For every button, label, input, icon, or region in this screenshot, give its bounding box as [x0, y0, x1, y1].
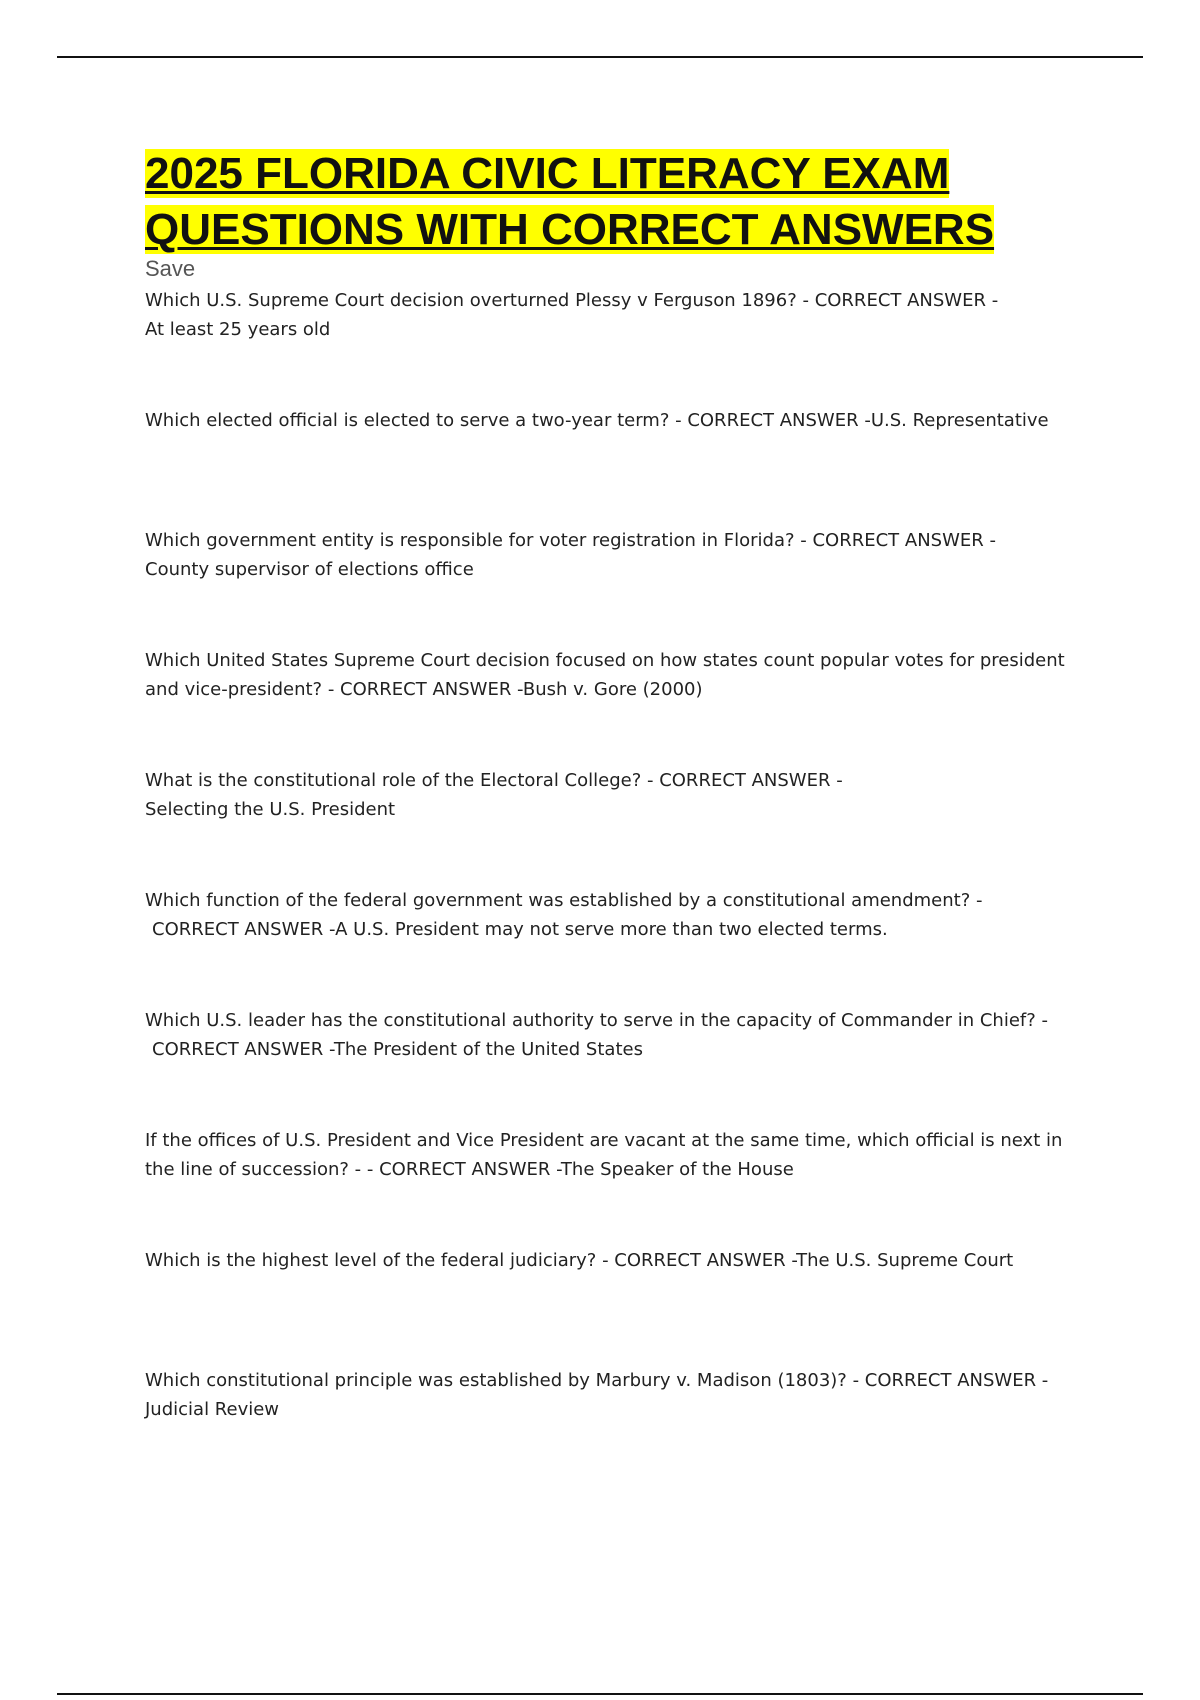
qa-answer: County supervisor of elections office — [145, 559, 474, 580]
qa-answer: Judicial Review — [145, 1399, 280, 1420]
title-line-2: QUESTIONS WITH CORRECT ANSWERS — [145, 205, 995, 254]
qa-list — [145, 286, 1105, 1424]
footer-rule — [57, 1693, 1143, 1695]
title-line-1: 2025 FLORIDA CIVIC LITERACY EXAM — [145, 149, 950, 198]
qa-answer: and vice-president? - CORRECT ANSWER -Bush v. Gore (2000) — [145, 679, 703, 700]
qa-question: Which U.S. Supreme Court decision overturned Plessy v Ferguson 1896? - CORRECT ANSWER - — [145, 290, 999, 311]
header-rule — [57, 56, 1143, 58]
qa-item — [145, 526, 1085, 584]
qa-item — [145, 406, 1085, 435]
qa-item — [145, 286, 1085, 344]
qa-question: Which constitutional principle was established by Marbury v. Madison (1803)? - CORRECT ANSWER - — [145, 1370, 1049, 1391]
qa-question: Which is the highest level of the federal judiciary? - CORRECT ANSWER -The U.S. Supreme Court — [145, 1250, 1014, 1271]
qa-answer: CORRECT ANSWER -A U.S. President may not serve more than two elected terms. — [152, 919, 888, 940]
qa-item — [145, 1366, 1085, 1424]
qa-item — [145, 646, 1085, 704]
qa-question: Which function of the federal government was established by a constitutional amendment? - — [145, 890, 983, 911]
qa-question: Which government entity is responsible for voter registration in Florida? - CORRECT ANSWER - — [145, 530, 996, 551]
document-content — [145, 146, 1105, 1486]
qa-item — [145, 1006, 1085, 1064]
document-title — [145, 146, 1105, 258]
qa-item — [145, 1126, 1085, 1184]
qa-answer: Selecting the U.S. President — [145, 799, 396, 820]
qa-answer: At least 25 years old — [145, 319, 331, 340]
qa-answer: CORRECT ANSWER -The President of the United States — [152, 1039, 643, 1060]
qa-item — [145, 886, 1085, 944]
qa-question: If the offices of U.S. President and Vice President are vacant at the same time, which official is next in — [145, 1130, 1063, 1151]
qa-item — [145, 1246, 1085, 1275]
qa-item — [145, 766, 1085, 824]
qa-answer: the line of succession? - - CORRECT ANSWER -The Speaker of the House — [145, 1159, 794, 1180]
qa-question: Which United States Supreme Court decision focused on how states count popular votes for president — [145, 650, 1065, 671]
qa-question: Which U.S. leader has the constitutional authority to serve in the capacity of Commander in Chief? - — [145, 1010, 1048, 1031]
qa-question: Which elected official is elected to serve a two-year term? - CORRECT ANSWER -U.S. Representative — [145, 410, 1049, 431]
save-label[interactable]: Save — [145, 256, 196, 281]
qa-question: What is the constitutional role of the Electoral College? - CORRECT ANSWER - — [145, 770, 843, 791]
